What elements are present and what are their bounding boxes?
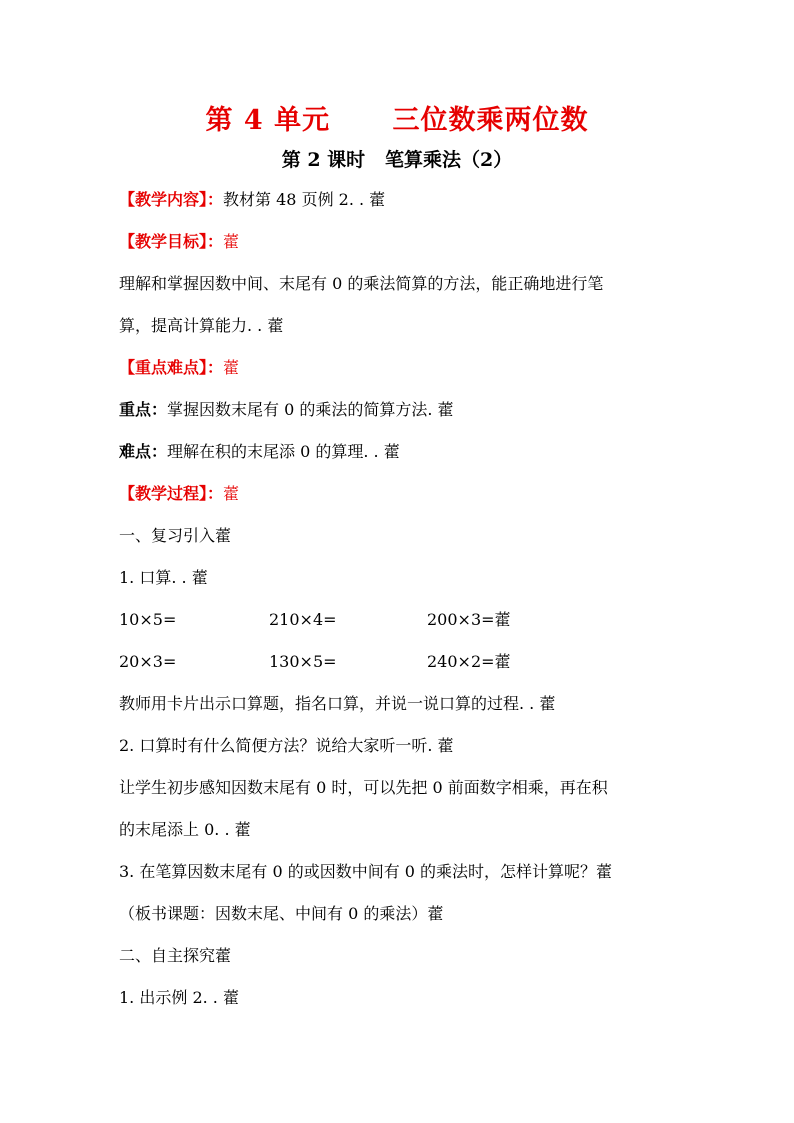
paragraph-perceive-line2: 的末尾添上 0. . 藿 — [119, 820, 251, 839]
paragraph-card-calc: 教师用卡片出示口算题，指名口算，并说一说口算的过程. . 藿 — [119, 694, 556, 713]
difficulty-line — [119, 441, 699, 463]
item-oral-calc: 1. 口算. . 藿 — [119, 568, 208, 587]
teaching-content-colon: ： — [207, 190, 224, 209]
key-point-label: 重点： — [119, 400, 168, 419]
item-written-calc: 3. 在笔算因数末尾有 0 的或因数中间有 0 的乘法时，怎样计算呢？藿 — [119, 862, 613, 881]
calc-r1-c1: 10×5= — [119, 610, 177, 629]
keypoints-mark: 藿 — [223, 358, 240, 377]
teaching-goals-text-line2: 算，提高计算能力. . 藿 — [119, 316, 284, 335]
teaching-process-mark: 藿 — [223, 484, 240, 503]
key-point-text: 掌握因数末尾有 0 的乘法的简算方法. 藿 — [167, 400, 454, 419]
calc-r2-c1: 20×3= — [119, 652, 177, 671]
calc-r1-c3: 200×3=藿 — [427, 610, 511, 629]
teaching-content-text: 教材第 48 页例 2. . 藿 — [223, 190, 386, 209]
teaching-process-colon: ： — [207, 484, 224, 503]
page-title: 第 4 单元 三位数乘两位数 — [205, 105, 589, 136]
teaching-goals-colon: ： — [207, 232, 224, 251]
keypoints-label: 【重点难点】 — [119, 358, 208, 377]
teaching-content-label: 【教学内容】 — [119, 190, 208, 209]
teaching-goals-label: 【教学目标】 — [119, 232, 208, 251]
difficulty-label: 难点： — [119, 442, 168, 461]
keypoints-colon: ： — [207, 358, 224, 377]
teaching-goals-text-line1: 理解和掌握因数中间、末尾有 0 的乘法简算的方法，能正确地进行笔 — [119, 274, 604, 293]
calc-r2-c2: 130×5= — [269, 652, 337, 671]
paragraph-perceive-line1: 让学生初步感知因数末尾有 0 时，可以先把 0 前面数字相乘，再在积 — [119, 778, 608, 797]
teaching-content-line — [119, 189, 699, 211]
calc-r2-c3: 240×2=藿 — [427, 652, 511, 671]
calc-r1-c2: 210×4= — [269, 610, 337, 629]
item-simple-method: 2. 口算时有什么简便方法？说给大家听一听. 藿 — [119, 736, 454, 755]
item-show-example: 1. 出示例 2. . 藿 — [119, 988, 239, 1007]
difficulty-text: 理解在积的末尾添 0 的算理. . 藿 — [167, 442, 400, 461]
lesson-subtitle: 第 2 课时 笔算乘法（2） — [281, 149, 513, 171]
board-title-note: （板书课题：因数末尾、中间有 0 的乘法）藿 — [119, 904, 444, 923]
teaching-process-label: 【教学过程】 — [119, 484, 208, 503]
teaching-goals-mark: 藿 — [223, 232, 240, 251]
section-review-intro: 一、复习引入藿 — [119, 526, 232, 545]
keypoints-heading — [119, 357, 699, 379]
key-point-line — [119, 399, 699, 421]
section-self-explore: 二、自主探究藿 — [119, 946, 232, 965]
teaching-process-heading — [119, 483, 699, 505]
teaching-goals-heading — [119, 231, 699, 253]
